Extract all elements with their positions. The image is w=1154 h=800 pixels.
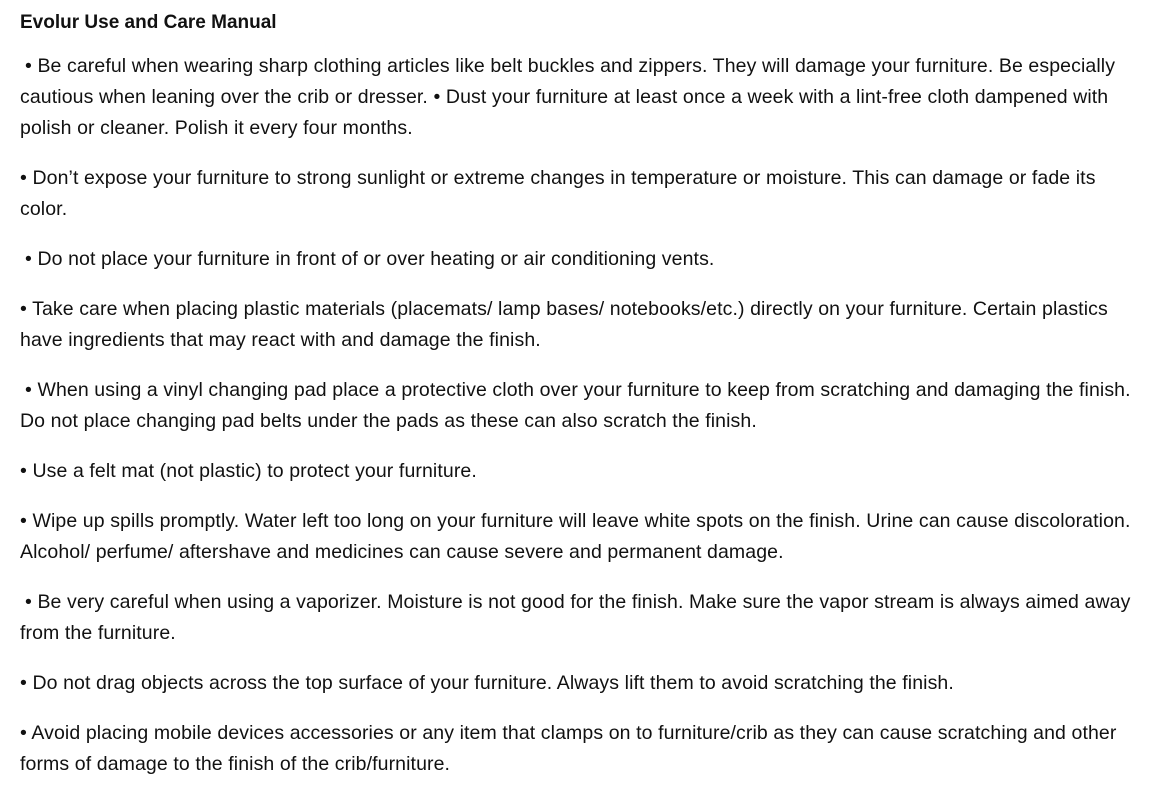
care-item-spills: • Wipe up spills promptly. Water left too long on your furniture will leave white spots on the finish. Urine can cause discoloration. Alcohol/ perfume/ aftershave and medicines can cause severe and permanent damage. — [20, 510, 1131, 563]
care-item-sunlight: • Don’t expose your furniture to strong sunlight or extreme changes in temperature or moisture. This can damage or fade its color. — [20, 167, 1096, 220]
care-item-drag-objects: • Do not drag objects across the top surface of your furniture. Always lift them to avoid scratching the finish. — [20, 672, 954, 694]
care-item-vents: • Do not place your furniture in front of or over heating or air conditioning vents. — [25, 248, 715, 270]
care-item-felt-mat: • Use a felt mat (not plastic) to protect your furniture. — [20, 460, 477, 482]
care-item-plastics: • Take care when placing plastic materials (placemats/ lamp bases/ notebooks/etc.) directly on your furniture. Certain plastics have ingredients that may react with and damage the finish. — [20, 298, 1108, 351]
care-item-mobile-devices: • Avoid placing mobile devices accessories or any item that clamps on to furniture/crib as they can cause scratching and other forms of damage to the finish of the crib/furniture. — [20, 722, 1117, 775]
document-title: Evolur Use and Care Manual — [20, 12, 277, 33]
care-item-changing-pad: • When using a vinyl changing pad place a protective cloth over your furniture to keep from scratching and damaging the finish. Do not place changing pad belts under the pads as these can also scratch the finish. — [20, 379, 1131, 432]
document — [20, 10, 1135, 799]
care-item-vaporizer: • Be very careful when using a vaporizer. Moisture is not good for the finish. Make sure the vapor stream is always aimed away from the furniture. — [20, 591, 1131, 644]
care-item-sharp-clothing: • Be careful when wearing sharp clothing articles like belt buckles and zippers. They will damage your furniture. Be especially cautious when leaning over the crib or dresser. • Dust your furniture at least once a week with a lint-free cloth dampened with polish or cleaner. Polish it every four months. — [20, 55, 1116, 139]
